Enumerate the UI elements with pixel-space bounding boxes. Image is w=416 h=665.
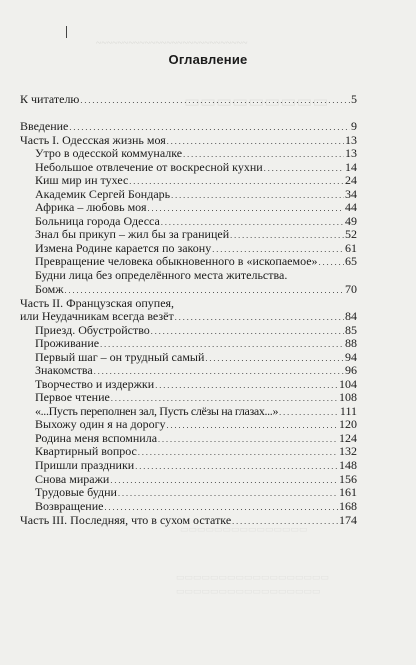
toc-entry-page: 14 [345, 160, 357, 174]
toc-entry-title: Введение [20, 119, 69, 133]
toc-entry-page: 111 [339, 404, 357, 418]
leader-dots [104, 500, 338, 514]
toc-entry-title: Африка – любовь моя [35, 200, 147, 214]
toc-entry-title: Снова миражи [35, 472, 110, 486]
toc-entry-page: 34 [345, 187, 357, 201]
toc-entry[interactable] [35, 228, 357, 242]
leader-dots [138, 445, 338, 459]
show-through-text: ▭▭▭▭▭▭▭▭▭▭▭▭▭▭▭ [180, 524, 308, 534]
page-mark [66, 26, 67, 38]
leader-dots [65, 283, 344, 297]
toc-entry[interactable] [35, 459, 357, 473]
toc-entry-page: 84 [345, 309, 357, 323]
leader-dots [155, 378, 338, 392]
leader-dots [129, 174, 344, 188]
toc-entry[interactable] [35, 364, 357, 378]
toc-entry-title: или Неудачникам всегда везёт [20, 309, 174, 323]
toc-entry[interactable] [35, 486, 357, 500]
toc-entry-page: 13 [345, 146, 357, 160]
toc-entry-title: Возвращение [35, 499, 104, 513]
toc-entry-title[interactable]: Будни лица без определённого места жительства. [35, 268, 288, 282]
toc-entry-title: Квартирный вопрос [35, 444, 137, 458]
toc-entry-title: Выхожу один я на дорогу [35, 417, 166, 431]
toc-entry-title: Проживание [35, 336, 100, 350]
toc-entry-page: 9 [351, 119, 357, 133]
leader-dots [118, 486, 338, 500]
leader-dots [175, 310, 344, 324]
toc-entry-page: 61 [345, 241, 357, 255]
show-through-text: ~~~~~~~~~~~~~~~~~~~~~~~~~~~~ [96, 38, 248, 49]
toc-entry[interactable] [35, 500, 357, 514]
toc-entry[interactable] [35, 445, 357, 459]
leader-dots [205, 351, 344, 365]
toc-entry[interactable] [35, 147, 357, 161]
toc-entry[interactable] [20, 310, 357, 324]
toc-entry-page: 13 [345, 133, 357, 147]
toc-entry[interactable] [35, 283, 357, 297]
leader-dots [69, 120, 350, 134]
toc-entry-page: 88 [345, 336, 357, 350]
toc-entry-title: Часть III. Последняя, что в сухом остатке [20, 513, 232, 527]
toc-entry-title: Трудовые будни [35, 485, 117, 499]
toc-entry[interactable] [35, 174, 357, 188]
toc-entry-title: «...Пусть переполнен зал, Пусть слёзы на глазах...» [35, 404, 279, 418]
leader-dots [111, 391, 338, 405]
toc-entry-title: Киш мир ин тухес [35, 173, 129, 187]
leader-dots [135, 459, 338, 473]
toc-entry[interactable] [35, 337, 357, 351]
leader-dots [158, 432, 338, 446]
leader-dots [171, 188, 344, 202]
toc-entry-page: 120 [339, 417, 357, 431]
toc-entry-title: Небольшое отвлечение от воскресной кухни [35, 160, 263, 174]
toc-entry-page: 70 [345, 282, 357, 296]
toc-entry-title: Бомж [35, 282, 64, 296]
toc-entry-page: 156 [339, 472, 357, 486]
toc-entry-page: 96 [345, 363, 357, 377]
toc-entry-page: 24 [345, 173, 357, 187]
toc-entry-page: 132 [339, 444, 357, 458]
leader-dots [100, 337, 344, 351]
toc-entry-page: 49 [345, 214, 357, 228]
show-through-text: ▭▭▭▭▭▭▭▭▭▭▭▭▭▭▭▭▭▭ [176, 572, 330, 582]
toc-entry-page: 168 [339, 499, 357, 513]
toc-entry-title: Часть I. Одесская жизнь моя [20, 133, 166, 147]
toc-entry-title: Творчество и издержки [35, 377, 155, 391]
show-through-text: ▭▭▭▭▭▭▭▭▭ [184, 92, 329, 111]
leader-dots [167, 418, 339, 432]
leader-dots [232, 514, 338, 528]
toc-entry-page: 148 [339, 458, 357, 472]
leader-dots [167, 134, 344, 148]
toc-entry-title: Академик Сергей Бондарь [35, 187, 171, 201]
toc-entry-title: Измена Родине карается по закону [35, 241, 212, 255]
toc-entry-page: 108 [339, 390, 357, 404]
toc-entry[interactable] [35, 391, 357, 405]
toc-entry-page: 104 [339, 377, 357, 391]
toc-entry-title: Приезд. Обустройство [35, 323, 150, 337]
toc-entry-page: 85 [345, 323, 357, 337]
leader-dots [94, 364, 344, 378]
toc-entry-title: Первое чтение [35, 390, 110, 404]
toc-entry-title: Родина меня вспомнила [35, 431, 158, 445]
toc-entry-page: 5 [351, 92, 357, 106]
leader-dots [151, 324, 344, 338]
show-through-text: ▭▭▭▭▭▭▭▭▭▭▭▭▭▭▭▭▭ [176, 586, 321, 596]
leader-dots [319, 255, 344, 269]
toc-entry-title: Больница города Одесса [35, 214, 160, 228]
toc-entry[interactable] [35, 418, 357, 432]
toc-entry[interactable] [20, 93, 357, 107]
leader-dots [80, 93, 350, 107]
leader-dots [183, 147, 344, 161]
leader-dots [230, 228, 344, 242]
toc-entry-page: 52 [345, 227, 357, 241]
toc-entry-title: Знакомства [35, 363, 93, 377]
toc-entry-page: 174 [339, 513, 357, 527]
toc-entry-title: К читателю [20, 92, 80, 106]
leader-dots [147, 201, 344, 215]
leader-dots [264, 161, 344, 175]
leader-dots [110, 473, 338, 487]
toc-entry[interactable] [35, 201, 357, 215]
toc-entry[interactable] [20, 514, 357, 528]
toc-entry-title: Пришли праздники [35, 458, 135, 472]
toc-entry[interactable] [35, 255, 357, 269]
toc-entry-page: 44 [345, 200, 357, 214]
toc-entry-page: 161 [339, 485, 357, 499]
toc-entry-title[interactable]: Часть II. Французская опупея, [20, 296, 175, 310]
toc-entry-title: Превращение человека обыкновенного в «ископаемое» [35, 254, 318, 268]
leader-dots [279, 405, 339, 419]
toc-entry-page: 94 [345, 350, 357, 364]
toc-entry-title: Первый шаг – он трудный самый [35, 350, 205, 364]
toc-entry-title: Утро в одесской коммуналке [35, 146, 183, 160]
toc-entry-page: 124 [339, 431, 357, 445]
toc-entry[interactable] [20, 120, 357, 134]
toc-entry-title: Знал бы прикуп – жил бы за границей [35, 227, 230, 241]
toc-entry-page: 65 [345, 254, 357, 268]
page-title: Оглавление [168, 52, 248, 67]
